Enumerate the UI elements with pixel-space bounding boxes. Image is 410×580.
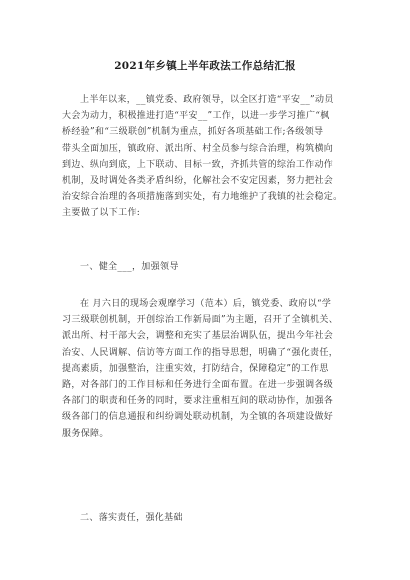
paragraph-line: 带头全面加压，镇政府、派出所、村全员参与综合治理，构筑横向 — [62, 143, 334, 154]
section-heading-1: 一、健全___，加强领导 — [80, 262, 179, 272]
paragraph-line: 在 月六日的现场会观摩学习（范本）后，镇党委、政府以“学 — [80, 299, 332, 309]
paragraph-line: 派出所、村干部大会，调整和充实了基层治调队伍，提出今年社会 — [62, 331, 334, 342]
paragraph-line: 习三级联创机制，开创综治工作新局面”为主题，召开了全镇机关、 — [62, 315, 339, 326]
document-title: 2021年乡镇上半年政法工作总结汇报 — [114, 60, 296, 72]
paragraph-line: 大会为动力，积极推进打造“平安__”工作，以进一步学习推广“枫 — [62, 111, 330, 122]
paragraph-line: 级各部门的信息通报和纠纷调处联动机制，为全镇的各项建设做好 — [62, 412, 334, 423]
paragraph-line: 主要做了以下工作: — [62, 208, 141, 219]
paragraph-line: 服务保障。 — [62, 428, 109, 439]
paragraph-line: 机制，及时调处各类矛盾纠纷，化解社会不安定因素，努力把社会 — [62, 175, 334, 186]
paragraph-intro — [62, 92, 347, 222]
paragraph-line: 上半年以来，__镇党委、政府领导，以全区打造“平安__”动员 — [80, 95, 334, 105]
paragraph-line: 到边、纵向到底，上下联动、目标一致，齐抓共管的综治工作动作 — [62, 159, 334, 170]
section-heading-2: 二、落实责任，强化基础 — [80, 513, 183, 523]
paragraph-line: 治安综合治理的各项措施落到实处，有力地维护了我镇的社会稳定。 — [62, 192, 343, 203]
paragraph-section-1 — [62, 296, 347, 442]
paragraph-line: 治安、人民调解、信访等方面工作的指导思想，明确了“强化责任， — [62, 347, 339, 358]
paragraph-line: 各部门的职责和任务的同时，要求注重相互间的联动协作，加强各 — [62, 396, 334, 407]
paragraph-line: 路，对各部门的工作目标和任务进行全面布置。在进一步强调各级 — [62, 379, 334, 390]
paragraph-line: 桥经验”和“三级联创”机制为重点，抓好各项基础工作;各级领导 — [62, 127, 324, 138]
paragraph-line: 提高素质，加强整治，注重实效，打防结合，保障稳定”的工作思 — [62, 363, 329, 374]
